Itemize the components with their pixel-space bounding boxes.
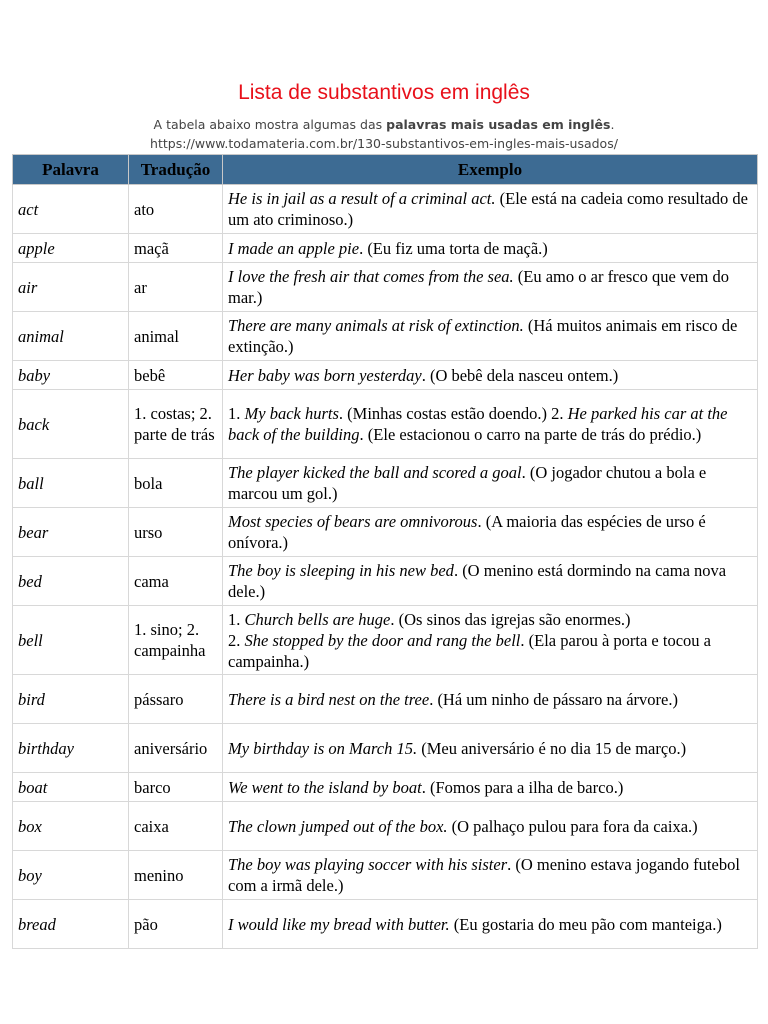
header-exemplo: Exemplo (223, 155, 758, 185)
example-cell (223, 606, 758, 675)
translation-cell: ar (129, 263, 223, 312)
example-english: The boy is sleeping in his new bed (228, 561, 454, 580)
example-text: . (Ela parou à porta e tocou a campainha.) (228, 630, 711, 671)
example-portuguese: (Meu aniversário é no dia 15 de março.) (417, 738, 687, 758)
example-cell (223, 390, 758, 459)
table-body (13, 185, 758, 949)
example-portuguese: . (Há um ninho de pássaro na árvore.) (429, 689, 678, 709)
example-text: . (Os sinos das igrejas são enormes.) (390, 609, 631, 629)
table-row (13, 361, 758, 390)
subtitle-text: A tabela abaixo mostra algumas das (153, 117, 387, 132)
table-row (13, 675, 758, 724)
example-english: Church bells are huge (244, 609, 391, 629)
example-portuguese: . (O jogador chutou a bola e marcou um gol.) (228, 463, 707, 503)
example-english: My back hurts (244, 404, 339, 423)
subtitle-emphasis: palavras mais usadas em inglês (386, 117, 611, 132)
translation-cell: bola (129, 459, 223, 508)
table-row (13, 557, 758, 606)
example-english: The clown jumped out of the box. (228, 816, 448, 836)
table-description (0, 116, 768, 134)
example-english: I would like my bread with butter. (228, 914, 450, 934)
table-row (13, 234, 758, 263)
word-cell: bell (13, 606, 129, 675)
example-portuguese: (Há muitos animais em risco de extinção.) (228, 316, 738, 356)
example-english: There is a bird nest on the tree (228, 689, 430, 709)
example-cell (223, 557, 758, 606)
header-traducao: Tradução (129, 155, 223, 185)
example-english: She stopped by the door and rang the bell (244, 630, 521, 650)
translation-cell: animal (129, 312, 223, 361)
word-cell: bread (13, 900, 129, 949)
translation-cell: caixa (129, 802, 223, 851)
table-row (13, 802, 758, 851)
word-cell: bed (13, 557, 129, 606)
translation-cell: cama (129, 557, 223, 606)
table-row (13, 606, 758, 675)
page-title: Lista de substantivos em inglês (238, 81, 530, 104)
word-cell: baby (13, 361, 129, 390)
translation-cell: bebê (129, 361, 223, 390)
example-cell (223, 234, 758, 263)
word-cell: boat (13, 773, 129, 802)
table-row (13, 900, 758, 949)
example-portuguese: . (A maioria das espécies de urso é onívora.) (228, 512, 706, 552)
example-english: My birthday is on March 15. (228, 738, 418, 758)
example-cell (223, 724, 758, 773)
header-palavra: Palavra (13, 155, 129, 185)
example-english: There are many animals at risk of extinction. (228, 316, 524, 335)
translation-cell: pão (129, 900, 223, 949)
example-text: . (Minhas costas estão doendo.) 2. (338, 404, 568, 423)
translation-cell: pássaro (129, 675, 223, 724)
translation-cell: 1. costas; 2. parte de trás (129, 390, 223, 459)
example-cell (223, 802, 758, 851)
example-text: 2. (228, 630, 245, 650)
translation-cell: maçã (129, 234, 223, 263)
translation-cell: ato (129, 185, 223, 234)
table-row (13, 312, 758, 361)
translation-cell: urso (129, 508, 223, 557)
word-cell: act (13, 185, 129, 234)
example-cell (223, 459, 758, 508)
word-cell: animal (13, 312, 129, 361)
translation-cell: barco (129, 773, 223, 802)
table-row (13, 390, 758, 459)
example-cell (223, 675, 758, 724)
word-cell: back (13, 390, 129, 459)
example-cell (223, 263, 758, 312)
example-cell (223, 361, 758, 390)
table-row (13, 508, 758, 557)
word-cell: boy (13, 851, 129, 900)
example-english: Most species of bears are omnivorous (228, 512, 478, 531)
example-english: He is in jail as a result of a criminal act. (228, 189, 496, 208)
example-cell (223, 851, 758, 900)
example-portuguese: . (Fomos para a ilha de barco.) (421, 777, 624, 797)
word-cell: ball (13, 459, 129, 508)
translation-cell: aniversário (129, 724, 223, 773)
example-portuguese: . (O bebê dela nasceu ontem.) (421, 365, 619, 385)
example-cell (223, 773, 758, 802)
example-cell (223, 185, 758, 234)
example-text: 1. (228, 609, 245, 629)
subtitle-end: . (610, 117, 615, 132)
example-english: The boy was playing soccer with his sister (228, 855, 508, 874)
example-english: I love the fresh air that comes from the sea. (228, 267, 514, 286)
word-cell: bird (13, 675, 129, 724)
example-portuguese: (O palhaço pulou para fora da caixa.) (447, 816, 698, 836)
example-english: We went to the island by boat (228, 777, 422, 797)
table-row (13, 851, 758, 900)
word-cell: air (13, 263, 129, 312)
nouns-table (12, 154, 758, 949)
example-portuguese: (Eu gostaria do meu pão com manteiga.) (449, 914, 722, 934)
table-row (13, 773, 758, 802)
example-cell (223, 312, 758, 361)
example-cell (223, 508, 758, 557)
table-row (13, 263, 758, 312)
example-text: 1. (228, 404, 245, 423)
example-portuguese: . (Eu fiz uma torta de maçã.) (359, 238, 548, 258)
word-cell: bear (13, 508, 129, 557)
table-row (13, 459, 758, 508)
word-cell: birthday (13, 724, 129, 773)
example-english: The player kicked the ball and scored a goal (228, 463, 522, 482)
translation-cell: 1. sino; 2. campainha (129, 606, 223, 675)
table-header-row (13, 155, 758, 185)
source-link[interactable]: https://www.todamateria.com.br/130-substantivos-em-ingles-mais-usados/ (150, 136, 618, 151)
example-portuguese: (Eu amo o ar fresco que vem do mar.) (228, 267, 729, 307)
example-english: He parked his car at the back of the building (228, 404, 728, 444)
example-english: I made an apple pie (228, 238, 360, 258)
example-text: . (Ele estacionou o carro na parte de trás do prédio.) (359, 425, 702, 444)
word-cell: box (13, 802, 129, 851)
example-portuguese: . (O menino está dormindo na cama nova dele.) (228, 561, 727, 601)
example-portuguese: . (O menino estava jogando futebol com a irmã dele.) (228, 855, 740, 895)
example-portuguese: (Ele está na cadeia como resultado de um ato criminoso.) (228, 189, 748, 229)
example-english: Her baby was born yesterday (228, 365, 422, 385)
translation-cell: menino (129, 851, 223, 900)
example-cell (223, 900, 758, 949)
table-row (13, 185, 758, 234)
table-row (13, 724, 758, 773)
word-cell: apple (13, 234, 129, 263)
